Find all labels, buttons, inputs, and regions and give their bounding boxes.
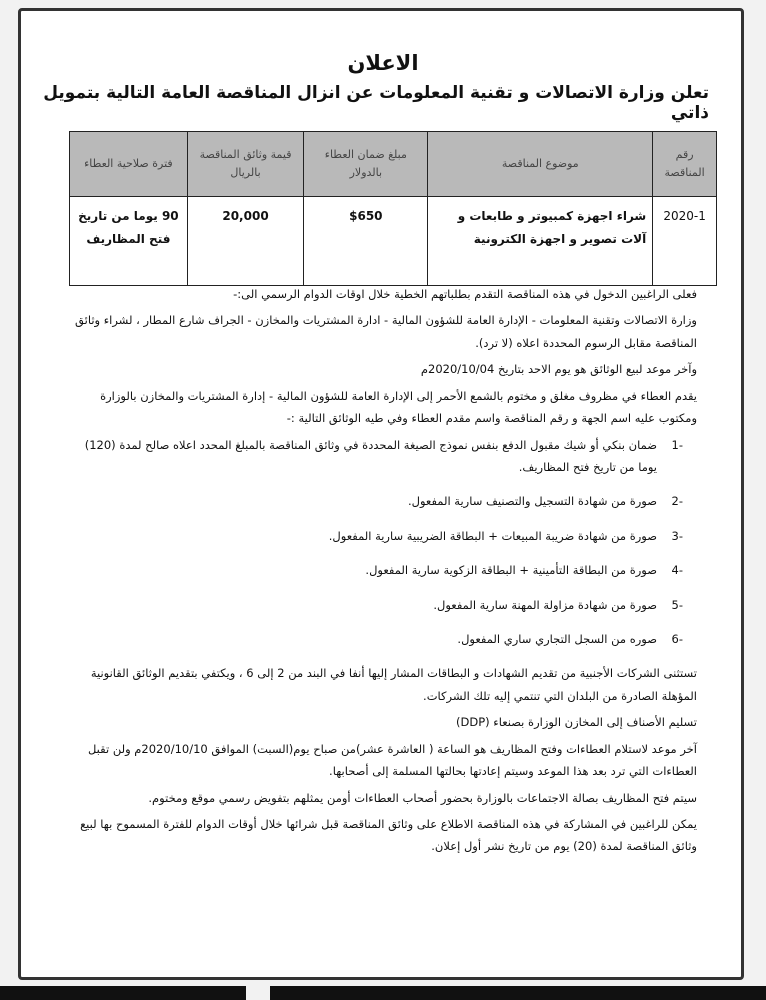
list-item (65, 628, 683, 650)
header-tender-number: رقم المناقصة (653, 132, 717, 197)
cell-tender-subject: شراء اجهزة كمبيوتر و طابعات و آلات تصوير و اجهزة الكترونية (428, 197, 653, 286)
header-guarantee-amount: مبلغ ضمان العطاء بالدولار (304, 132, 428, 197)
announcement-body (65, 283, 697, 862)
cell-tender-number: 2020-1 (653, 197, 717, 286)
list-item-number: -6 (671, 632, 683, 647)
body-paragraph-opening: سيتم فتح المظاريف بصالة الاجتماعات بالوزارة بحضور أصحاب العطاءات أومن يمثلهم بتفويض رسمي موقع ومختوم. (148, 790, 697, 805)
list-item-text: ضمان بنكي أو شيك مقبول الدفع بنفس نموذج الصيغة المحددة في وثائق المناقصة بالمبلغ المحدد اعلاه صالح لمدة (120) يوما من تاريخ فتح المظاريف. (84, 437, 657, 474)
list-item (65, 594, 683, 616)
list-item (65, 490, 683, 512)
list-item-number: -4 (671, 563, 683, 578)
header-documents-price: قيمة وثائق المناقصة بالريال (187, 132, 303, 197)
list-item (65, 434, 683, 479)
body-paragraph-closing-date: آخر موعد لاستلام العطاءات وفتح المظاريف هو الساعة ( العاشرة عشر)من صباح يوم(السبت) الموافق 2020/10/10م ولن تقبل العطاءات التي ترد بعد هذا الموعد وسيتم إعادتها بحالتها المسلمة إلى أصحابها. (87, 741, 697, 779)
list-item-text: صورة من شهادة التسجيل والتصنيف سارية المفعول. (407, 494, 657, 509)
list-item-text: صورة من شهادة ضريبة المبيعات + البطاقة الضريبية سارية المفعول. (328, 528, 657, 543)
list-item (65, 559, 683, 581)
body-paragraph-review: يمكن للراغبين في المشاركة في هذه المناقصة الاطلاع على وثائق المناقصة قبل شرائها خلال أوقات الدوام للفترة المسموح بها لبيع وثائق المناقصة لمدة (20) يوم من تاريخ نشر أول إعلان. (80, 817, 697, 854)
announcement-title: الاعلان (347, 51, 419, 75)
announcement-subtitle: تعلن وزارة الاتصالات و تقنية المعلومات عن انزال المناقصة العامة التالية بتمويل ذاتي (43, 83, 709, 123)
table-row (70, 197, 717, 286)
list-item-number: -3 (671, 528, 683, 543)
tender-table-header-row (70, 132, 717, 197)
tender-table (69, 131, 717, 286)
cell-documents-price: 20,000 (187, 197, 303, 286)
body-paragraph-delivery: تسليم الأصناف إلى المخازن الوزارة بصنعاء (DDP) (455, 715, 697, 730)
body-paragraph-submission: يقدم العطاء في مظروف مغلق و مختوم بالشمع الأحمر إلى الإدارة العامة للشؤون المالية - إدارة المشتريات والمخازن بالوزارة ومكتوب عليه اسم الجهة و رقم المناقصة واسم مقدم العطاء وفي طيه الوثائق التالية :- (100, 388, 697, 426)
required-documents-list (65, 434, 697, 651)
body-paragraph-deadline-docs: وآخر موعد لبيع الوثائق هو يوم الاحد بتاريخ 2020/10/04م (420, 362, 697, 377)
announcement-sheet (18, 8, 744, 980)
list-item-text: صوره من السجل التجاري ساري المفعول. (457, 632, 657, 647)
list-item-number: -5 (671, 597, 683, 612)
body-paragraph-apply: فعلى الراغبين الدخول في هذه المناقصة التقدم بطلباتهم الخطية خلال اوقات الدوام الرسمي الى:- (233, 287, 697, 301)
cell-validity-period: 90 يوما من تاريخ فتح المظاريف (70, 197, 188, 286)
header-validity-period: فترة صلاحية العطاء (70, 132, 188, 197)
bottom-border-bar-right (270, 986, 766, 1000)
list-item-number: -2 (671, 494, 683, 509)
announcement-content (39, 23, 727, 967)
cell-guarantee-amount: $650 (304, 197, 428, 286)
body-paragraph-foreign-companies: تستثنى الشركات الأجنبية من تقديم الشهادات و البطاقات المشار إليها أنفا في البند من 2 إلى 6 ، ويكتفي بتقديم الوثائق القانونية المؤهلة الصادرة من البلدان التي تنتمي إليه تلك الشركات. (90, 666, 697, 703)
list-item-text: صورة من البطاقة التأمينية + البطاقة الزكوية سارية المفعول. (365, 563, 657, 578)
bottom-border-bar-left (0, 986, 246, 1000)
body-paragraph-address: وزارة الاتصالات وتقنية المعلومات - الإدارة العامة للشؤون المالية - ادارة المشتريات والمخازن - الجراف شارع المطار ، لشراء وثائق المناقصة مقابل الرسوم المحددة اعلاه (لا ترد). (75, 313, 697, 350)
header-tender-subject: موضوع المناقصة (428, 132, 653, 197)
list-item-number: -1 (671, 437, 683, 452)
list-item-text: صورة من شهادة مزاولة المهنة سارية المفعول. (433, 597, 657, 612)
list-item (65, 525, 683, 547)
